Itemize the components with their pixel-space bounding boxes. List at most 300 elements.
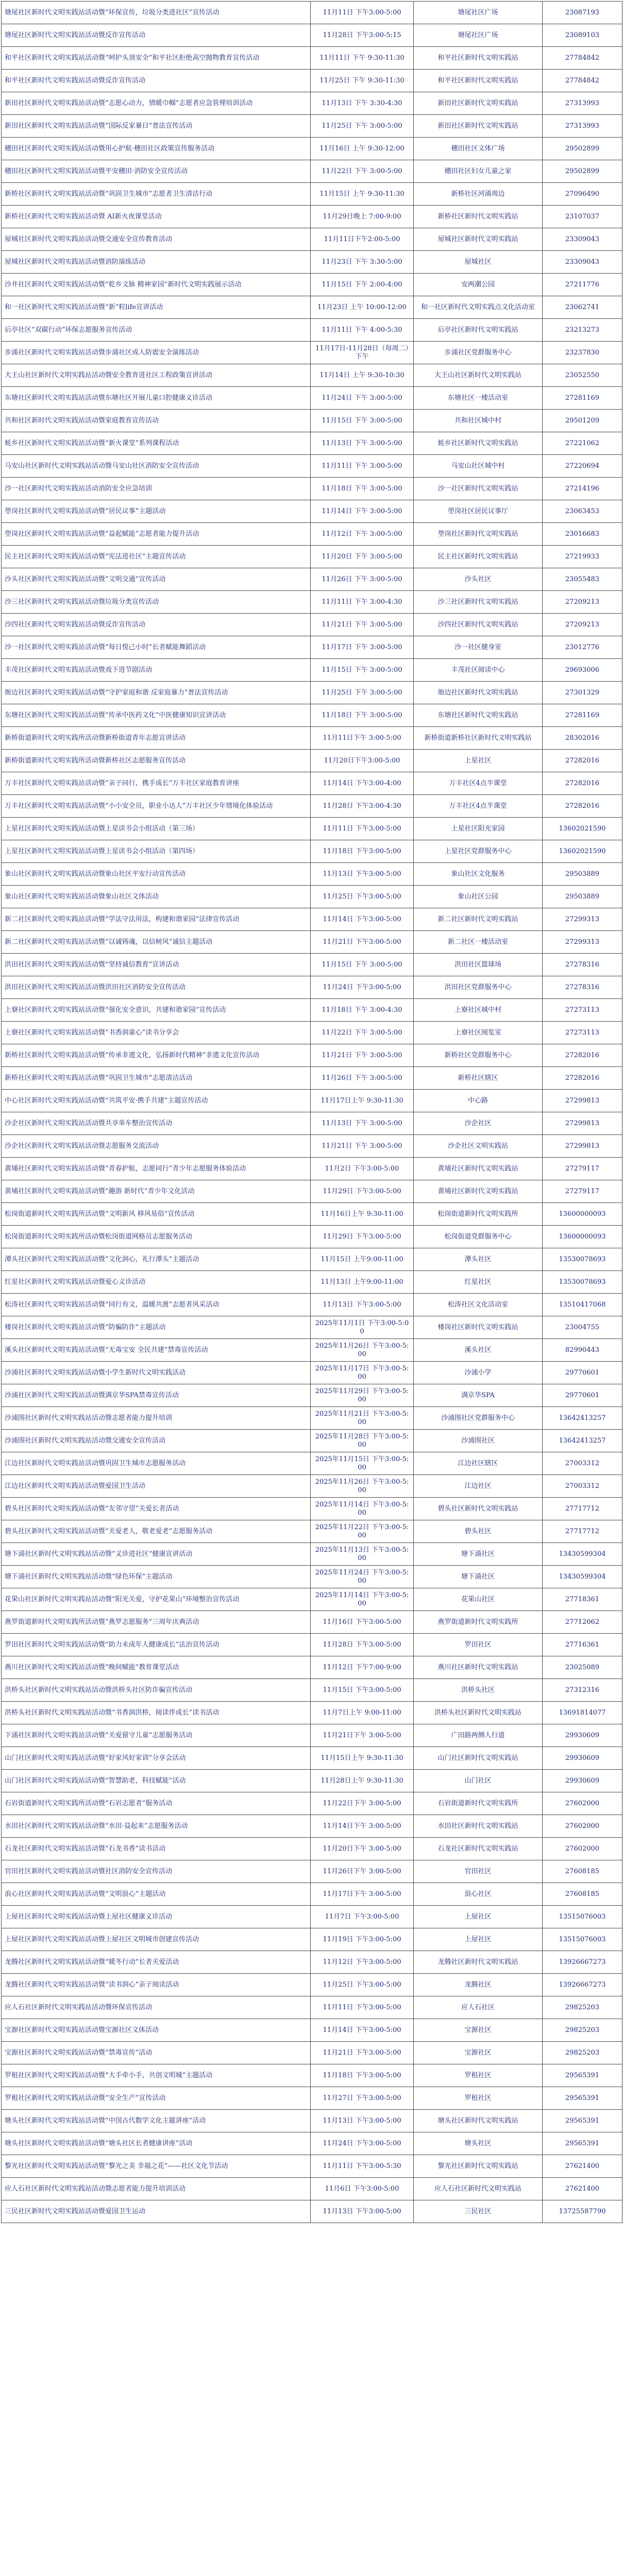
table-row	[2, 319, 622, 342]
activity-name-cell: 和平社区新时代文明实践站活动暨反诈宣传活动	[2, 70, 311, 92]
activity-time-cell: 11月2日 下午3:00-5:00	[311, 1158, 414, 1180]
activity-place-cell: 溪头社区	[414, 1339, 543, 1362]
table-row	[2, 840, 622, 863]
activity-place-cell: 潭头社区	[414, 1248, 543, 1271]
activity-place-cell: 步涌社区党群服务中心	[414, 342, 543, 364]
activity-name-cell: 宝源社区新时代文明实践站活动暨宝源社区文体活动	[2, 2019, 311, 2042]
activity-place-cell: 沙一社区新时代文明实践站	[414, 478, 543, 500]
activity-name-cell: 新田社区新时代文明实践站活动暨“志愿心动力，情暖巾帼”志愿者应急管理培训活动	[2, 92, 311, 115]
activity-time-cell: 11月11日 下午3:00-5:00	[311, 2, 414, 24]
table-row	[2, 568, 622, 591]
activity-time-cell: 11月11日 下午3:00-5:00	[311, 818, 414, 840]
activity-time-cell: 11月29日 下午3:00-5:00	[311, 1226, 414, 1248]
table-row	[2, 1520, 622, 1543]
activity-phone-cell: 27211776	[543, 274, 622, 296]
activity-phone-cell: 27621400	[543, 2155, 622, 2178]
activity-place-cell: 新田社区新时代文明实践站	[414, 92, 543, 115]
activity-time-cell: 11月24日 下午3:00-5:00	[311, 976, 414, 999]
activity-phone-cell: 27282016	[543, 1044, 622, 1067]
activity-place-cell: 和平社区新时代文明实践站	[414, 47, 543, 70]
activity-phone-cell: 27718361	[543, 1588, 622, 1611]
activity-time-cell: 11月18日 下午3:00-5:00	[311, 2064, 414, 2087]
activity-time-cell: 11月13日 下午3:00-5:00	[311, 2110, 414, 2132]
activity-phone-cell: 29770601	[543, 1362, 622, 1384]
activity-phone-cell: 27219933	[543, 546, 622, 568]
activity-place-cell: 罗田社区	[414, 1634, 543, 1656]
table-row	[2, 795, 622, 818]
activity-name-cell: 塘尾社区新时代文明实践站活动暨反诈宣传活动	[2, 24, 311, 47]
activity-time-cell: 11月11日 下午3:00-5:00	[311, 1996, 414, 2019]
table-row	[2, 1226, 622, 1248]
table-row	[2, 342, 622, 364]
table-row	[2, 228, 622, 251]
activity-time-cell: 11月26日 下午 3:00-5:00	[311, 1067, 414, 1090]
table-row	[2, 206, 622, 228]
activity-name-cell: 江边社区新时代文明实践站活动暨爱国卫生活动	[2, 1475, 311, 1498]
activity-place-cell: 沙浦围社区党群服务中心	[414, 1407, 543, 1430]
activity-name-cell: 溪头社区新时代文明实践站活动暨“无毒宝安 全民共建”禁毒宣传活动	[2, 1339, 311, 1362]
activity-time-cell: 11月7日上午 9:00-11:00	[311, 1702, 414, 1724]
activity-phone-cell: 27281169	[543, 704, 622, 727]
activity-name-cell: 山门社区新时代文明实践站活动暨“智慧助老，科技赋能”活动	[2, 1770, 311, 1792]
activity-time-cell: 11月13日 下午 3:00-5:00	[311, 432, 414, 455]
table-row	[2, 1928, 622, 1951]
activity-name-cell: 洪桥头社区新时代文明实践站活动暨洪桥头社区防诈骗宣传活动	[2, 1679, 311, 1702]
table-row	[2, 1158, 622, 1180]
activity-phone-cell: 13530078693	[543, 1248, 622, 1271]
activity-name-cell: 黄埔社区新时代文明实践站活动暨“趣游 新时代”青少年文化活动	[2, 1180, 311, 1203]
activity-phone-cell: 29825203	[543, 1996, 622, 2019]
activity-time-cell: 11月25日 下午 3:00-5:00	[311, 115, 414, 138]
activity-name-cell: 新桥街道新时代文明实践所活动暨新桥社区志愿服务宣传活动	[2, 750, 311, 772]
activity-time-cell: 11月14日 下午 3:00-5:00	[311, 500, 414, 523]
activity-time-cell: 2025年11月26日 下午3:00-5:00	[311, 1475, 414, 1498]
activity-place-cell: 和一社区新时代文明实践点文化活动室	[414, 296, 543, 319]
activity-phone-cell: 29930609	[543, 1747, 622, 1770]
activity-place-cell: 沙浦围社区	[414, 1430, 543, 1452]
activity-time-cell: 11月28日 下午3:00-5:15	[311, 24, 414, 47]
table-row	[2, 1112, 622, 1135]
activity-name-cell: 新桥社区新时代文明实践站活动暨“传承非遗文化，弘扬新时代精神”非遗文化宣传活动	[2, 1044, 311, 1067]
table-row	[2, 1044, 622, 1067]
activity-time-cell: 11月18日 下午 3:00-5:00	[311, 478, 414, 500]
activity-place-cell: 穗田社区文体广场	[414, 138, 543, 160]
activity-place-cell: 上寮社区阅览室	[414, 1022, 543, 1044]
activity-name-cell: 沙浦社区新时代文明实践站活动暨满京华SPA禁毒宣传活动	[2, 1384, 311, 1407]
table-row	[2, 1656, 622, 1679]
activity-time-cell: 11月14日下午 3:00-5:00	[311, 1815, 414, 1838]
activity-time-cell: 11月18日 下午3:00-5:00	[311, 840, 414, 863]
activity-name-cell: 共和社区新时代文明实践站活动暨家庭教育宣传活动	[2, 410, 311, 432]
activity-place-cell: 东塘社区新时代文明实践站	[414, 704, 543, 727]
activity-time-cell: 11月22日下午 3:00-5:00	[311, 1792, 414, 1815]
activity-phone-cell: 13642413257	[543, 1407, 622, 1430]
table-row	[2, 614, 622, 636]
activity-place-cell: 碧头社区新时代文明实践站	[414, 1498, 543, 1520]
activity-place-cell: 沙头社区	[414, 568, 543, 591]
activity-phone-cell: 27602000	[543, 1815, 622, 1838]
activity-name-cell: 水田社区新时代文明实践站活动暨“水田·益起来”志愿服务活动	[2, 1815, 311, 1838]
activity-place-cell: 上寮社区城中村	[414, 999, 543, 1022]
activity-phone-cell: 13642413257	[543, 1430, 622, 1452]
activity-phone-cell: 28302016	[543, 727, 622, 750]
table-row	[2, 2155, 622, 2178]
activity-name-cell: 罗租社区新时代文明实践站活动暨“大手牵小手，共创文明城”主题活动	[2, 2064, 311, 2087]
activity-name-cell: 上星社区新时代文明实践站活动暨上星读书会小组活动（第三场）	[2, 818, 311, 840]
activity-place-cell: 塘尾社区广场	[414, 24, 543, 47]
activity-name-cell: 沙企社区新时代文明实践站活动暨共享单车整治宣传活动	[2, 1112, 311, 1135]
activity-name-cell: 三民社区新时代文明实践站活动暨爱国卫生运动	[2, 2200, 311, 2223]
activity-place-cell: 上屋社区	[414, 1906, 543, 1928]
table-row	[2, 2200, 622, 2223]
activity-name-cell: 宝源社区新时代文明实践站活动暨“禁毒宣传”活动	[2, 2042, 311, 2064]
activity-place-cell: 楼岗社区新时代文明实践站	[414, 1316, 543, 1339]
activity-phone-cell: 27717712	[543, 1520, 622, 1543]
activity-name-cell: 新二社区新时代文明实践站活动暨“学法守法用法，构建和谐家园”法律宣传活动	[2, 908, 311, 931]
table-row	[2, 1611, 622, 1634]
activity-time-cell: 11月6日 下午3:00-5:00	[311, 2178, 414, 2200]
activity-phone-cell: 27784842	[543, 70, 622, 92]
activity-place-cell: 红星社区	[414, 1271, 543, 1294]
activity-place-cell: 黄埔社区新时代文明实践站	[414, 1180, 543, 1203]
activity-time-cell: 2025年11月13日 下午3:00-5:00	[311, 1543, 414, 1566]
activity-phone-cell: 23052550	[543, 364, 622, 387]
activity-place-cell: 洪田社区党群服务中心	[414, 976, 543, 999]
activity-phone-cell: 27299313	[543, 931, 622, 954]
activity-phone-cell: 27214196	[543, 478, 622, 500]
table-row	[2, 546, 622, 568]
activity-phone-cell: 23016683	[543, 523, 622, 546]
activity-name-cell: 下涌社区新时代文明实践站活动暨“关爱留守儿童”志愿服务活动	[2, 1724, 311, 1747]
table-row	[2, 251, 622, 274]
activity-place-cell: 新田社区新时代文明实践站	[414, 115, 543, 138]
activity-phone-cell: 27299813	[543, 1112, 622, 1135]
activity-phone-cell: 27299313	[543, 908, 622, 931]
activity-phone-cell: 29565391	[543, 2087, 622, 2110]
table-row	[2, 1951, 622, 1974]
activity-time-cell: 2025年11月15日 下午3:00-5:00	[311, 1452, 414, 1475]
activity-time-cell: 11月20日下午3:00-5:00	[311, 750, 414, 772]
activity-name-cell: 沙浦社区新时代文明实践站活动暨小学生新时代文明实践活动	[2, 1362, 311, 1384]
table-row	[2, 1294, 622, 1316]
activity-time-cell: 11月26日 下午 3:00-5:00	[311, 568, 414, 591]
activity-time-cell: 11月28日 下午3:00-5:00	[311, 1634, 414, 1656]
activity-name-cell: 沙一社区新时代文明实践站活动消防安全应急培训	[2, 478, 311, 500]
table-row	[2, 1996, 622, 2019]
activity-phone-cell: 13430599304	[543, 1543, 622, 1566]
activity-place-cell: 新桥社区新时代文明实践站	[414, 206, 543, 228]
activity-time-cell: 11月28日 下午3:00-4:30	[311, 795, 414, 818]
table-row	[2, 954, 622, 976]
table-row	[2, 704, 622, 727]
table-row	[2, 908, 622, 931]
activity-name-cell: 新桥社区新时代文明实践站活动暨 AI新火夜课堂活动	[2, 206, 311, 228]
activity-name-cell: 燕罗街道新时代文明实践所活动暨“燕罗志愿服务”三周年庆典活动	[2, 1611, 311, 1634]
activity-phone-cell: 27621400	[543, 2178, 622, 2200]
activity-time-cell: 11月11日 下午 3:00-4:30	[311, 591, 414, 614]
activity-phone-cell: 27608185	[543, 1883, 622, 1906]
table-row	[2, 387, 622, 410]
activity-place-cell: 广田路两侧人行道	[414, 1724, 543, 1747]
activity-place-cell: 上屋社区	[414, 1928, 543, 1951]
activity-time-cell: 2025年11月22日 下午3:00-5:00	[311, 1520, 414, 1543]
activity-name-cell: 洪田社区新时代文明实践站活动暨“坚持诚信教育”宣讲活动	[2, 954, 311, 976]
activity-place-cell: 黎光社区新时代文明实践站	[414, 2155, 543, 2178]
table-row	[2, 682, 622, 704]
activity-phone-cell: 29825203	[543, 2019, 622, 2042]
activity-time-cell: 11月23日 上午 10:00-12:00	[311, 296, 414, 319]
activity-phone-cell: 23107037	[543, 206, 622, 228]
activity-name-cell: 洪桥头社区新时代文明实践站活动暨“书香润洪桥，阅读伴成长”读书活动	[2, 1702, 311, 1724]
activity-phone-cell: 27301329	[543, 682, 622, 704]
activity-place-cell: 新二社区一楼活动室	[414, 931, 543, 954]
activity-phone-cell: 23025089	[543, 1656, 622, 1679]
activity-time-cell: 11月25日 下午3:00-5:00	[311, 886, 414, 908]
activity-name-cell: 东塘社区新时代文明实践站活动暨“传承中医药文化”中医健康知识宣讲活动	[2, 704, 311, 727]
table-row	[2, 1090, 622, 1112]
activity-name-cell: 洪田社区新时代文明实践站活动暨洪田社区消防安全宣传活动	[2, 976, 311, 999]
activity-place-cell: 新桥社区党群服务中心	[414, 1044, 543, 1067]
activity-name-cell: 新桥社区新时代文明实践站活动暨“巩固卫生城市”志愿清洁活动	[2, 1067, 311, 1090]
table-row	[2, 1475, 622, 1498]
activity-phone-cell: 27209213	[543, 614, 622, 636]
activity-time-cell: 11月21日 下午 3:00-5:00	[311, 614, 414, 636]
activity-phone-cell: 29565391	[543, 2132, 622, 2155]
activity-time-cell: 11月12日 下午7:00-9:00	[311, 1656, 414, 1679]
table-row	[2, 772, 622, 795]
activity-name-cell: 沙浦围社区新时代文明实践站活动暨交通安全宣传活动	[2, 1430, 311, 1452]
activity-time-cell: 11月15日 上午9:00-11:00	[311, 1248, 414, 1271]
activity-time-cell: 11月21日 下午 3:00-5:00	[311, 1135, 414, 1158]
activity-phone-cell: 29502899	[543, 138, 622, 160]
activity-place-cell: 松涛社区文化活动室	[414, 1294, 543, 1316]
activity-name-cell: 后亭社区“双碳行动”环保志愿服务宣传活动	[2, 319, 311, 342]
activity-phone-cell: 27282016	[543, 795, 622, 818]
activity-place-cell: 大王山社区新时代文明实践站	[414, 364, 543, 387]
activity-time-cell: 11月21日 下午 3:00-5:00	[311, 1044, 414, 1067]
activity-time-cell: 11月24日 下午3:00-5:00	[311, 2132, 414, 2155]
table-row	[2, 1588, 622, 1611]
table-row	[2, 1180, 622, 1203]
table-row	[2, 863, 622, 886]
activity-time-cell: 11月11日 下午 9:30-11:30	[311, 47, 414, 70]
activity-place-cell: 壆岗社区居民议事厅	[414, 500, 543, 523]
activity-name-cell: 松岗街道新时代文明实践所活动暨“文明新风 移风易俗”宣传活动	[2, 1203, 311, 1226]
activity-phone-cell: 27096490	[543, 183, 622, 206]
activity-time-cell: 11月13日 下午3:00-5:00	[311, 863, 414, 886]
activity-name-cell: 上寮社区新时代文明实践站活动暨“强化安全意识，共建和谐家园”宣传活动	[2, 999, 311, 1022]
activity-phone-cell: 29825203	[543, 2042, 622, 2064]
activity-time-cell: 11月14日 上午 9:30-10:30	[311, 364, 414, 387]
activity-phone-cell: 27279117	[543, 1180, 622, 1203]
table-row	[2, 160, 622, 183]
activity-phone-cell: 27278316	[543, 976, 622, 999]
activity-time-cell: 2025年11月14日 下午3:00-5:00	[311, 1588, 414, 1611]
activity-phone-cell: 13600000093	[543, 1226, 622, 1248]
table-row	[2, 1362, 622, 1384]
table-row	[2, 2019, 622, 2042]
activity-place-cell: 屋城社区新时代文明实践站	[414, 228, 543, 251]
activity-name-cell: 塘尾社区新时代文明实践站活动暨“环保宣传，垃圾分类进社区”宣传活动	[2, 2, 311, 24]
activity-time-cell: 11月13日 下午 3:00-5:00	[311, 1112, 414, 1135]
activity-place-cell: 塘下涌社区	[414, 1543, 543, 1566]
table-row	[2, 2110, 622, 2132]
activity-time-cell: 11月22日 下午 3:00-5:00	[311, 160, 414, 183]
activity-name-cell: 衙边社区新时代文明实践站活动暨“守护家庭和谐 反家庭暴力”普法宣传活动	[2, 682, 311, 704]
table-row	[2, 591, 622, 614]
activity-phone-cell: 27313993	[543, 92, 622, 115]
activity-name-cell: 新田社区新时代文明实践站活动暨“国际反家暴日”普法宣传活动	[2, 115, 311, 138]
table-row	[2, 1271, 622, 1294]
activity-place-cell: 罗租社区	[414, 2087, 543, 2110]
activity-place-cell: 新二社区新时代文明实践站	[414, 908, 543, 931]
table-row	[2, 636, 622, 659]
table-row	[2, 818, 622, 840]
activity-place-cell: 蚝乡社区新时代文明实践站	[414, 432, 543, 455]
activity-time-cell: 11月18日 下午 3:00-4:30	[311, 999, 414, 1022]
activity-phone-cell: 13530078693	[543, 1271, 622, 1294]
activity-phone-cell: 13691814077	[543, 1702, 622, 1724]
activity-place-cell: 上星社区阳光家园	[414, 818, 543, 840]
activity-time-cell: 11月12日 下午 3:00-5:00	[311, 523, 414, 546]
activity-name-cell: 浪心社区新时代文明实践站活动暨“文明浪心”主题活动	[2, 1883, 311, 1906]
activity-place-cell: 马安山社区城中村	[414, 455, 543, 478]
activity-phone-cell: 23062741	[543, 296, 622, 319]
table-row	[2, 455, 622, 478]
activity-time-cell: 11月11日下午 3:00-5:00	[311, 727, 414, 750]
table-row	[2, 1770, 622, 1792]
activity-time-cell: 11月17日下午 3:00-5:00	[311, 1883, 414, 1906]
activity-phone-cell: 23055483	[543, 568, 622, 591]
activity-name-cell: 沙井社区新时代文明实践站活动暨“乾乡文脉 精神家园”新时代文明实践展示活动	[2, 274, 311, 296]
activity-phone-cell: 23309043	[543, 228, 622, 251]
activity-place-cell: 沙一社区健身室	[414, 636, 543, 659]
activity-place-cell: 洪田社区篮球场	[414, 954, 543, 976]
activity-place-cell: 万丰社区4点半课堂	[414, 795, 543, 818]
activity-place-cell: 宝源社区	[414, 2042, 543, 2064]
activity-name-cell: 沙一社区新时代文明实践站活动暨“每日悦己小时”长者赋能舞蹈活动	[2, 636, 311, 659]
table-row	[2, 274, 622, 296]
activity-time-cell: 11月26日下午 3:00-5:00	[311, 1860, 414, 1883]
activity-phone-cell: 13926667273	[543, 1974, 622, 1996]
activity-time-cell: 11月11日 下午 3:00-5:00	[311, 455, 414, 478]
activity-phone-cell: 27221062	[543, 432, 622, 455]
table-row	[2, 1430, 622, 1452]
table-row	[2, 70, 622, 92]
activity-place-cell: 龙腾社区	[414, 1974, 543, 1996]
activity-time-cell: 11月15日 下午 3:00-5:00	[311, 954, 414, 976]
activity-phone-cell: 29693006	[543, 659, 622, 682]
activity-phone-cell: 27717712	[543, 1498, 622, 1520]
activity-phone-cell: 27003312	[543, 1452, 622, 1475]
activity-name-cell: 中心社区新时代文明实践站活动暨“共筑平安·携手共建”主题宣传活动	[2, 1090, 311, 1112]
activity-name-cell: 龙腾社区新时代文明实践站活动暨“暖冬行动”长者关爱活动	[2, 1951, 311, 1974]
activity-place-cell: 应人石社区	[414, 1996, 543, 2019]
activity-name-cell: 屋城社区新时代文明实践站活动暨交通安全宣传教育活动	[2, 228, 311, 251]
activity-phone-cell: 23012776	[543, 636, 622, 659]
activity-time-cell: 11月29日晚上 7:00-9:00	[311, 206, 414, 228]
activity-time-cell: 11月14日 下午3:00-5:00	[311, 908, 414, 931]
activity-place-cell: 塘头社区新时代文明实践站	[414, 2110, 543, 2132]
activity-place-cell: 洪桥头社区	[414, 1679, 543, 1702]
activity-name-cell: 楼岗社区新时代文明实践站活动暨“防骗防诈”主题活动	[2, 1316, 311, 1339]
activity-place-cell: 和平社区新时代文明实践站	[414, 70, 543, 92]
activity-place-cell: 沙浦小学	[414, 1362, 543, 1384]
activity-time-cell: 11月13日 上午9:00-11:00	[311, 1271, 414, 1294]
activity-time-cell: 11月24日 下午 3:00-5:00	[311, 387, 414, 410]
activity-name-cell: 上屋社区新时代文明实践站活动暨上屋社区文明城市创建宣传活动	[2, 1928, 311, 1951]
activity-place-cell: 新桥社区河涌周边	[414, 183, 543, 206]
activity-time-cell: 11月28日上午 9:30-11:30	[311, 1770, 414, 1792]
activity-place-cell: 花果山社区	[414, 1588, 543, 1611]
activity-place-cell: 燕川社区新时代文明实践站	[414, 1656, 543, 1679]
activity-time-cell: 2025年11月21日 下午3:00-5:00	[311, 1407, 414, 1430]
activity-name-cell: 象山社区新时代文明实践站活动暨象山社区平安行动宣传活动	[2, 863, 311, 886]
activity-name-cell: 步涌社区新时代文明实践站活动暨步涌社区成人防震安全演练活动	[2, 342, 311, 364]
activity-name-cell: 塘下涌社区新时代文明实践站活动暨“绿色环保”主题活动	[2, 1566, 311, 1588]
activity-name-cell: 松岗街道新时代文明实践所活动暨松岗街道网格员志愿服务活动	[2, 1226, 311, 1248]
activity-time-cell: 11月16日上午 9:30-11:00	[311, 1203, 414, 1226]
activity-phone-cell: 27282016	[543, 1067, 622, 1090]
activity-time-cell: 11月14日 下午3:00-5:00	[311, 2019, 414, 2042]
activity-place-cell: 浪心社区	[414, 1883, 543, 1906]
activity-place-cell: 山门社区新时代文明实践站	[414, 1747, 543, 1770]
activity-place-cell: 衙边社区新时代文明实践站	[414, 682, 543, 704]
table-row	[2, 2178, 622, 2200]
table-row	[2, 500, 622, 523]
activity-name-cell: 沙头社区新时代文明实践站活动暨“文明交通”宣传活动	[2, 568, 311, 591]
table-row	[2, 24, 622, 47]
table-row	[2, 1815, 622, 1838]
activity-name-cell: 黎光社区新时代文明实践站活动暨“黎光之美 幸福之花”——社区文化节活动	[2, 2155, 311, 2178]
table-row	[2, 1498, 622, 1520]
activity-place-cell: 新桥社区辖区	[414, 1067, 543, 1090]
activity-name-cell: 沙三社区新时代文明实践站活动暨垃圾分类宣传活动	[2, 591, 311, 614]
table-row	[2, 47, 622, 70]
activity-place-cell: 象山社区文化服务	[414, 863, 543, 886]
activity-name-cell: 塘头社区新时代文明实践站活动暨“中国古代数学文化主题讲座”活动	[2, 2110, 311, 2132]
activity-time-cell: 11月15日 下午3:00-5:00	[311, 1679, 414, 1702]
activity-name-cell: 沙浦围社区新时代文明实践站活动暨志愿者能力提升培训	[2, 1407, 311, 1430]
activity-time-cell: 11月15日 上午 9:30-11:30	[311, 183, 414, 206]
activity-phone-cell: 23309043	[543, 251, 622, 274]
table-row	[2, 115, 622, 138]
activity-place-cell: 塘尾社区广场	[414, 2, 543, 24]
activity-phone-cell: 13725587790	[543, 2200, 622, 2223]
activity-name-cell: 上寮社区新时代文明实践站活动暨“书香润童心”读书分享会	[2, 1022, 311, 1044]
activity-time-cell: 11月13日 下午 3:30-4:30	[311, 92, 414, 115]
activity-name-cell: 穗田社区新时代文明实践站活动暨用心护航·穗田社区政策宣传服务活动	[2, 138, 311, 160]
activity-name-cell: 沙四社区新时代文明实践站活动暨反诈宣传活动	[2, 614, 311, 636]
activity-phone-cell: 27608185	[543, 1860, 622, 1883]
activity-time-cell: 11月11日下午2:00-5:00	[311, 228, 414, 251]
activity-place-cell: 洪桥头社区新时代文明实践站	[414, 1702, 543, 1724]
activity-time-cell: 11月20日 下午 3:00-5:00	[311, 546, 414, 568]
table-row	[2, 1860, 622, 1883]
activity-phone-cell: 23087193	[543, 2, 622, 24]
activity-phone-cell: 13510417068	[543, 1294, 622, 1316]
activity-place-cell: 龙腾社区新时代文明实践站	[414, 1951, 543, 1974]
activity-phone-cell: 27278316	[543, 954, 622, 976]
activity-phone-cell: 27281169	[543, 387, 622, 410]
activity-phone-cell: 27716361	[543, 1634, 622, 1656]
activity-place-cell: 上星社区党群服务中心	[414, 840, 543, 863]
activity-time-cell: 2025年11月24日 下午3:00-5:00	[311, 1566, 414, 1588]
activity-phone-cell: 27003312	[543, 1475, 622, 1498]
table-row	[2, 138, 622, 160]
activity-phone-cell: 27784842	[543, 47, 622, 70]
activity-phone-cell: 29502899	[543, 160, 622, 183]
